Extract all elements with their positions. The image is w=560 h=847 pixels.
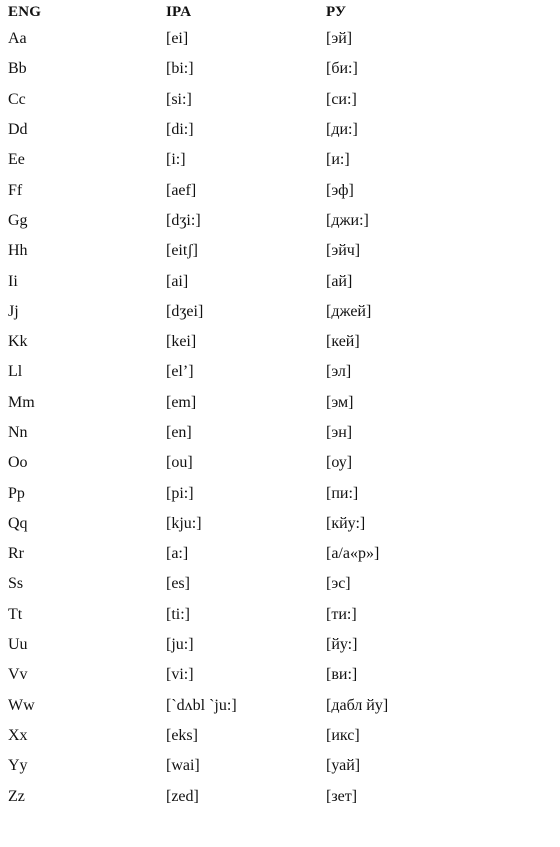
- cell-eng: Hh: [8, 242, 28, 260]
- cell-eng: Uu: [8, 636, 28, 654]
- cell-ru: [ви:]: [326, 666, 358, 684]
- cell-ipa: [si:]: [166, 90, 192, 108]
- table-row: [8, 327, 526, 357]
- cell-ru: [зет]: [326, 787, 358, 805]
- table-row: [8, 388, 526, 418]
- cell-ru: [кей]: [326, 333, 360, 351]
- table-row: [8, 478, 526, 508]
- cell-ru: [эн]: [326, 424, 353, 441]
- cell-ipa: [aef]: [166, 181, 197, 199]
- cell-ipa: [el’]: [166, 363, 194, 381]
- table-row: [8, 266, 526, 296]
- cell-ru: [эф]: [326, 181, 354, 199]
- cell-eng: Ss: [8, 575, 24, 593]
- table-row: [8, 85, 526, 115]
- cell-ru: [си:]: [326, 90, 357, 108]
- cell-ru: [джей]: [326, 302, 372, 320]
- cell-eng: Qq: [8, 514, 28, 532]
- cell-ru: [дабл йу]: [326, 696, 389, 714]
- cell-ru: [уай]: [326, 757, 361, 775]
- table-row: [8, 660, 526, 690]
- cell-ipa: [a:]: [166, 545, 189, 563]
- table-row: [8, 145, 526, 175]
- cell-ipa: [eks]: [166, 726, 198, 744]
- cell-ipa: [`dʌbl `ju:]: [166, 696, 237, 714]
- cell-ipa: [bi:]: [166, 60, 194, 78]
- alphabet-table: [8, 0, 526, 812]
- cell-ru: [ти:]: [326, 605, 357, 623]
- table-row: [8, 539, 526, 569]
- cell-ipa: [dʒi:]: [166, 211, 201, 229]
- cell-eng: Gg: [8, 211, 28, 229]
- cell-eng: Vv: [8, 666, 28, 684]
- cell-ru: [эм]: [326, 393, 354, 411]
- cell-eng: Jj: [8, 302, 19, 320]
- header-ipa: IPA: [166, 3, 192, 20]
- table-row: [8, 448, 526, 478]
- cell-ipa: [kei]: [166, 333, 197, 351]
- cell-eng: Yy: [8, 757, 28, 775]
- cell-ru: [би:]: [326, 60, 358, 78]
- table-row: [8, 630, 526, 660]
- cell-eng: Dd: [8, 121, 28, 139]
- cell-eng: Ee: [8, 151, 25, 169]
- cell-ipa: [ou]: [166, 454, 193, 472]
- cell-ipa: [en]: [166, 424, 192, 441]
- cell-eng: Tt: [8, 605, 23, 623]
- cell-eng: Kk: [8, 333, 28, 351]
- cell-eng: Ll: [8, 363, 23, 381]
- header-ru: РУ: [326, 3, 347, 20]
- header-row: [8, 0, 526, 24]
- cell-ru: [ди:]: [326, 121, 358, 139]
- cell-ipa: [vi:]: [166, 666, 194, 684]
- cell-eng: Xx: [8, 726, 28, 744]
- cell-eng: Mm: [8, 393, 35, 411]
- cell-ru: [эс]: [326, 575, 351, 593]
- cell-ru: [а/а«р»]: [326, 545, 380, 563]
- cell-ipa: [eitʃ]: [166, 242, 198, 260]
- table-row: [8, 24, 526, 54]
- table-row: [8, 691, 526, 721]
- cell-ru: [пи:]: [326, 484, 359, 502]
- table-row: [8, 569, 526, 599]
- cell-ipa: [zed]: [166, 787, 199, 805]
- cell-ipa: [dʒei]: [166, 302, 204, 320]
- cell-ru: [кйу:]: [326, 514, 366, 532]
- cell-ru: [и:]: [326, 151, 350, 169]
- cell-ru: [джи:]: [326, 211, 369, 229]
- cell-ipa: [ti:]: [166, 605, 190, 623]
- cell-eng: Cc: [8, 90, 26, 108]
- cell-ipa: [kju:]: [166, 514, 202, 532]
- table-row: [8, 206, 526, 236]
- table-row: [8, 115, 526, 145]
- table-body: [8, 24, 526, 812]
- header-eng: ENG: [8, 3, 42, 20]
- cell-ipa: [ai]: [166, 272, 189, 290]
- table-row: [8, 600, 526, 630]
- cell-ipa: [ju:]: [166, 636, 194, 654]
- cell-ipa: [wai]: [166, 757, 200, 775]
- cell-eng: Ii: [8, 272, 18, 290]
- cell-ipa: [pi:]: [166, 484, 194, 502]
- cell-ru: [йу:]: [326, 636, 358, 654]
- cell-ru: [оу]: [326, 454, 353, 472]
- table-row: [8, 297, 526, 327]
- cell-eng: Ff: [8, 181, 23, 199]
- cell-ipa: [i:]: [166, 151, 186, 169]
- cell-ru: [эл]: [326, 363, 352, 381]
- cell-eng: Pp: [8, 484, 25, 502]
- table-row: [8, 509, 526, 539]
- table-row: [8, 54, 526, 84]
- table-row: [8, 418, 526, 448]
- table-row: [8, 751, 526, 781]
- table-header: [8, 0, 526, 24]
- cell-eng: Oo: [8, 454, 28, 472]
- cell-ipa: [em]: [166, 393, 197, 411]
- table-row: [8, 781, 526, 811]
- cell-eng: Zz: [8, 787, 25, 805]
- cell-ru: [ай]: [326, 272, 353, 290]
- cell-eng: Bb: [8, 60, 27, 78]
- cell-eng: Aa: [8, 30, 27, 48]
- cell-eng: Rr: [8, 545, 24, 563]
- cell-ipa: [es]: [166, 575, 190, 593]
- table-row: [8, 175, 526, 205]
- table-row: [8, 721, 526, 751]
- cell-ipa: [ei]: [166, 30, 189, 48]
- cell-eng: Ww: [8, 696, 35, 714]
- cell-ipa: [di:]: [166, 121, 194, 139]
- table-row: [8, 236, 526, 266]
- cell-ru: [эйч]: [326, 242, 361, 260]
- cell-ru: [икс]: [326, 726, 360, 744]
- table-row: [8, 357, 526, 387]
- cell-eng: Nn: [8, 424, 28, 441]
- cell-ru: [эй]: [326, 30, 353, 48]
